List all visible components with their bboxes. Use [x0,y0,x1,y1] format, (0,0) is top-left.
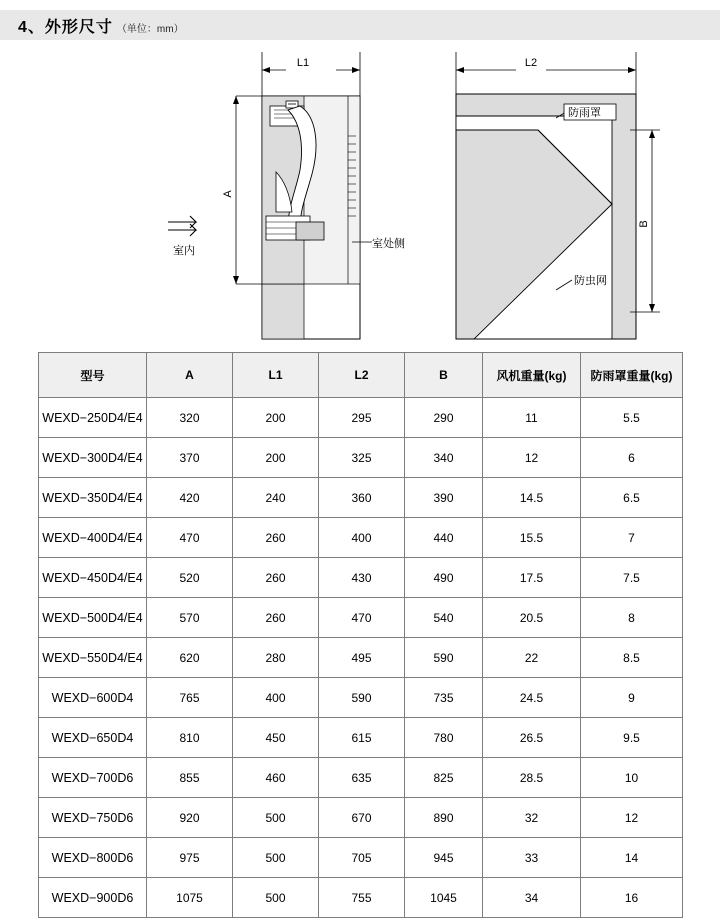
cell-model: WEXD−750D6 [39,798,147,838]
right-front-view [456,52,660,339]
cell-model: WEXD−450D4/E4 [39,558,147,598]
cell-fan-weight: 33 [483,838,581,878]
column-header-l2: L2 [319,353,405,398]
unit-note: （单位：mm） [116,23,184,35]
cell-model: WEXD−350D4/E4 [39,478,147,518]
cell-l2: 360 [319,478,405,518]
cell-cover-weight: 8 [581,598,683,638]
cell-l2: 635 [319,758,405,798]
table-row [39,878,683,918]
table-row [39,638,683,678]
cell-b: 440 [405,518,483,558]
cell-b: 540 [405,598,483,638]
cell-b: 735 [405,678,483,718]
cell-l1: 450 [233,718,319,758]
cell-a: 975 [147,838,233,878]
cell-l1: 260 [233,518,319,558]
cell-l2: 400 [319,518,405,558]
column-header-model: 型号 [39,353,147,398]
column-header-b: B [405,353,483,398]
cell-b: 825 [405,758,483,798]
label-indoor: 室内 [173,245,195,257]
table-row [39,598,683,638]
cell-cover-weight: 6 [581,438,683,478]
cell-l1: 460 [233,758,319,798]
table-row [39,678,683,718]
cell-fan-weight: 26.5 [483,718,581,758]
cell-cover-weight: 9.5 [581,718,683,758]
label-rain-cover: 防雨罩 [568,107,601,119]
cell-cover-weight: 7.5 [581,558,683,598]
cell-l2: 325 [319,438,405,478]
cell-a: 320 [147,398,233,438]
cell-fan-weight: 11 [483,398,581,438]
cell-model: WEXD−900D6 [39,878,147,918]
cell-fan-weight: 32 [483,798,581,838]
cell-l1: 500 [233,878,319,918]
cell-fan-weight: 28.5 [483,758,581,798]
cell-l1: 240 [233,478,319,518]
cell-b: 490 [405,558,483,598]
column-header-fan-weight: 风机重量(kg) [483,353,581,398]
cell-model: WEXD−650D4 [39,718,147,758]
cell-l2: 755 [319,878,405,918]
cell-model: WEXD−400D4/E4 [39,518,147,558]
table-row [39,558,683,598]
airflow-arrow-icon [168,216,196,236]
cell-fan-weight: 14.5 [483,478,581,518]
table-row [39,398,683,438]
label-outdoor: 室处侧 [372,238,405,250]
cell-l1: 500 [233,838,319,878]
cell-a: 370 [147,438,233,478]
cell-a: 520 [147,558,233,598]
cell-b: 780 [405,718,483,758]
cell-l2: 705 [319,838,405,878]
cell-b: 945 [405,838,483,878]
cell-l1: 500 [233,798,319,838]
cell-l2: 615 [319,718,405,758]
cell-a: 765 [147,678,233,718]
cell-fan-weight: 15.5 [483,518,581,558]
cell-l2: 590 [319,678,405,718]
cell-fan-weight: 34 [483,878,581,918]
spec-table [38,352,683,918]
cell-fan-weight: 22 [483,638,581,678]
column-header-cover-weight: 防雨罩重量(kg) [581,353,683,398]
cell-cover-weight: 16 [581,878,683,918]
table-row [39,718,683,758]
cell-l1: 200 [233,438,319,478]
left-side-view [168,52,405,339]
table-row [39,438,683,478]
cell-a: 1075 [147,878,233,918]
cell-b: 890 [405,798,483,838]
cell-cover-weight: 8.5 [581,638,683,678]
table-row [39,478,683,518]
cell-cover-weight: 9 [581,678,683,718]
dim-label-l2: L2 [524,57,538,69]
table-row [39,798,683,838]
cell-l2: 670 [319,798,405,838]
cell-cover-weight: 5.5 [581,398,683,438]
cell-b: 390 [405,478,483,518]
cell-b: 340 [405,438,483,478]
spec-table-container [38,352,682,918]
section-header [0,10,720,40]
cell-cover-weight: 14 [581,838,683,878]
dimension-drawings [0,44,720,344]
cell-cover-weight: 7 [581,518,683,558]
cell-a: 810 [147,718,233,758]
cell-a: 470 [147,518,233,558]
cell-model: WEXD−300D4/E4 [39,438,147,478]
cell-model: WEXD−700D6 [39,758,147,798]
cell-model: WEXD−600D4 [39,678,147,718]
cell-l1: 400 [233,678,319,718]
cell-fan-weight: 17.5 [483,558,581,598]
cell-model: WEXD−250D4/E4 [39,398,147,438]
column-header-a: A [147,353,233,398]
label-insect-net: 防虫网 [574,275,607,287]
cell-l2: 470 [319,598,405,638]
cell-l2: 295 [319,398,405,438]
cell-b: 590 [405,638,483,678]
cell-l1: 260 [233,598,319,638]
cell-fan-weight: 12 [483,438,581,478]
cell-fan-weight: 24.5 [483,678,581,718]
cell-l1: 200 [233,398,319,438]
cell-a: 855 [147,758,233,798]
cell-a: 570 [147,598,233,638]
cell-l2: 430 [319,558,405,598]
cell-cover-weight: 12 [581,798,683,838]
cell-l1: 280 [233,638,319,678]
cell-model: WEXD−800D6 [39,838,147,878]
column-header-l1: L1 [233,353,319,398]
table-row [39,758,683,798]
table-row [39,838,683,878]
dim-label-b: B [638,220,650,228]
cell-cover-weight: 6.5 [581,478,683,518]
cell-l1: 260 [233,558,319,598]
cell-cover-weight: 10 [581,758,683,798]
cell-fan-weight: 20.5 [483,598,581,638]
cell-model: WEXD−550D4/E4 [39,638,147,678]
dim-label-l1: L1 [296,57,310,69]
cell-a: 620 [147,638,233,678]
cell-a: 420 [147,478,233,518]
cell-b: 290 [405,398,483,438]
table-header-row [39,353,683,398]
table-row [39,518,683,558]
dim-label-a: A [222,190,234,198]
page-title: 4、外形尺寸 [18,18,113,36]
cell-b: 1045 [405,878,483,918]
cell-model: WEXD−500D4/E4 [39,598,147,638]
cell-l2: 495 [319,638,405,678]
cell-a: 920 [147,798,233,838]
